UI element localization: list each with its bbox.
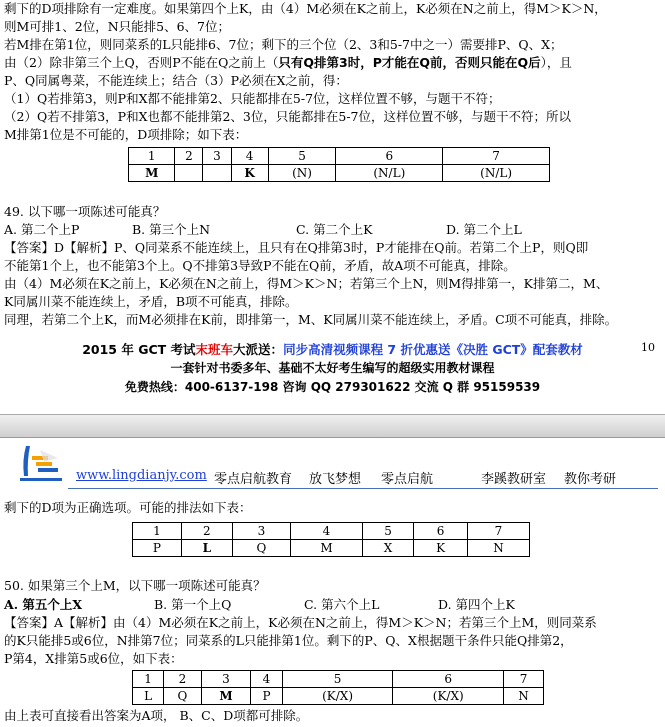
question-49-options xyxy=(4,221,661,239)
table-cell: (N/L) xyxy=(336,165,443,182)
table-row xyxy=(133,688,544,705)
table-cell: L xyxy=(133,688,164,705)
answer-line: K同属川菜不能连续上，矛盾，B项不可能真，排除。 xyxy=(4,294,298,309)
lingdian-logo-icon xyxy=(18,440,64,486)
answer-line: 不能第1个上，也不能第3个上。Q不排第3导致P不能在Q前，矛盾，故A项不可能真，排除。 xyxy=(4,258,516,273)
table-cell: 7 xyxy=(467,523,529,540)
table-cell: 4 xyxy=(291,523,363,540)
option-b: B. 第一个上Q xyxy=(154,597,232,612)
promo-highlight: 末班车 xyxy=(195,342,234,357)
table-cell: K xyxy=(231,165,268,182)
table-cell: P xyxy=(133,540,182,557)
table-cell: 2 xyxy=(175,148,203,165)
option-a: A. 第五个上X xyxy=(4,597,83,612)
table-cell: 7 xyxy=(443,148,550,165)
answer-line: 【答案】A【解析】由（4）M必须在K之前上，K必须在N之前上，得M＞K＞N；若第三个上M，则同菜系 xyxy=(4,615,597,630)
promo-offer: 同步高清视频课程 7 折优惠送《决胜 GCT》配套教材 xyxy=(283,342,583,357)
table-row xyxy=(129,165,550,182)
table-cell: M xyxy=(291,540,363,557)
page-break xyxy=(0,414,665,438)
table-cell: L xyxy=(181,540,232,557)
emphasis-text: 只有Q排第3时，P才能在Q前，否则只能在Q后 xyxy=(278,55,541,70)
answer-line: P第4，X排第5或6位，如下表： xyxy=(4,651,183,666)
text-line: 剩下的D项排除有一定难度。如果第四个上K，由（4）M必须在K之前上，K必须在N之前上，得M＞K＞N， xyxy=(4,1,607,16)
page-number: 10 xyxy=(641,341,655,354)
table-header-row xyxy=(133,523,530,540)
table-cell: Q xyxy=(232,540,290,557)
promo-text: 大派送： xyxy=(233,342,284,357)
table-cell: Q xyxy=(164,688,202,705)
table-cell: 6 xyxy=(336,148,443,165)
table-cell: 1 xyxy=(133,671,164,688)
promo-line-1 xyxy=(0,340,665,358)
answer-line: 同理，若第二个上K，而M必须排在K前，即排第一，M、K同属川菜不能连续上，矛盾。C项不可能真，排除。 xyxy=(4,312,618,327)
conclusion-line: 由上表可直接看出答案为A项， B、C、D项都可排除。 xyxy=(4,708,309,723)
text-line: 剩下的D项为正确选项。可能的排法如下表： xyxy=(4,500,252,515)
text-line: P、Q同属粤菜，不能连续上；结合（3）P必须在X之前，得： xyxy=(4,73,348,88)
table-cell: P xyxy=(251,688,282,705)
table-cell: (N) xyxy=(268,165,336,182)
table-cell: (K/X) xyxy=(282,688,393,705)
table-header-row xyxy=(133,671,544,688)
promo-line-3: 免费热线：400-6137-198 咨询 QQ 279301622 交流 Q 群 95159539 xyxy=(124,380,541,394)
question-49-title: 49. 以下哪一项陈述可能真？ xyxy=(4,204,166,219)
table-cell: M xyxy=(201,688,251,705)
table-cell: 5 xyxy=(268,148,336,165)
text-line: （1）Q若排第3，则P和X都不能排第2、只能都排在5-7位，这样位置不够，与题干不符； xyxy=(4,91,501,106)
table-cell: 5 xyxy=(362,523,413,540)
table-cell: (N/L) xyxy=(443,165,550,182)
site-url-link[interactable]: www.lingdianjy.com xyxy=(76,468,207,483)
text-segment: 由（2）除非第三个上Q，否则P不能在Q之前上（ xyxy=(4,55,279,70)
table-cell: 6 xyxy=(393,671,504,688)
header-item: 零点启航教育 xyxy=(214,472,293,487)
option-c: C. 第二个上K xyxy=(296,222,373,237)
text-line: M排第1位是不可能的，D项排除；如下表： xyxy=(4,127,248,142)
table-cell: 3 xyxy=(201,671,251,688)
header-item: 零点启航 xyxy=(381,472,434,487)
table-cell: K xyxy=(414,540,468,557)
option-d: D. 第四个上K xyxy=(438,597,515,612)
table-cell: 1 xyxy=(129,148,175,165)
promo-line-2: 一套针对书委多年、基础不太好考生编写的超级实用教材课程 xyxy=(170,361,495,375)
text-line: 若M排在第1位，则同菜系的L只能排6、7位；剩下的三个位（2、3和5-7中之一）需要排P、Q、X； xyxy=(4,37,563,52)
table-cell xyxy=(175,165,203,182)
arrangement-table xyxy=(132,522,530,557)
answer-line: 【答案】D【解析】P、Q同菜系不能连续上，且只有在Q排第3时，P才能排在Q前。若第二个上P，则Q即 xyxy=(4,240,589,255)
table-header-row xyxy=(129,148,550,165)
table-cell: 6 xyxy=(414,523,468,540)
arrangement-table xyxy=(132,670,544,705)
text-line: 则M可排1、2位，N只能排5、6、7位； xyxy=(4,19,231,34)
promo-text: 2015 年 GCT 考试 xyxy=(82,342,196,357)
option-b: B. 第三个上N xyxy=(132,222,211,237)
arrangement-table xyxy=(128,147,550,182)
table-cell: 4 xyxy=(231,148,268,165)
question-50-options xyxy=(4,596,661,614)
table-cell: 7 xyxy=(504,671,544,688)
header-item: 李蹊教研室 xyxy=(481,472,547,487)
text-line xyxy=(4,54,661,72)
table-cell: 3 xyxy=(203,148,231,165)
table-row xyxy=(133,540,530,557)
table-cell: N xyxy=(504,688,544,705)
table-cell: 3 xyxy=(232,523,290,540)
table-cell: 5 xyxy=(282,671,393,688)
table-cell: M xyxy=(129,165,175,182)
table-cell: N xyxy=(467,540,529,557)
option-d: D. 第二个上L xyxy=(446,222,522,237)
text-segment: ），且 xyxy=(540,55,572,70)
answer-line: 的K只能排5或6位，N排第7位；同菜系的L只能排第1位。剩下的P、Q、X根据题干条件只能Q排第2， xyxy=(4,633,573,648)
answer-line: 由（4）M必须在K之前上，K必须在N之前上，得M＞K＞N；若第三个上N，则M得排第一，K排第二，M、 xyxy=(4,276,609,291)
table-cell: 2 xyxy=(181,523,232,540)
table-cell xyxy=(203,165,231,182)
table-cell: X xyxy=(362,540,413,557)
header-divider xyxy=(68,488,658,489)
header-item: 教你考研 xyxy=(564,472,617,487)
table-cell: 1 xyxy=(133,523,182,540)
table-cell: 2 xyxy=(164,671,202,688)
option-c: C. 第六个上L xyxy=(304,597,380,612)
question-50-title: 50. 如果第三个上M，以下哪一项陈述可能真？ xyxy=(4,578,266,593)
text-line: （2）Q若不排第3，P和X也都不能排第2、3位，只能都排在5-7位，这样位置不够，与题干不符；所以 xyxy=(4,109,572,124)
header-item: 放飞梦想 xyxy=(309,472,362,487)
option-a: A. 第二个上P xyxy=(4,222,80,237)
table-cell: 4 xyxy=(251,671,282,688)
table-cell: (K/X) xyxy=(393,688,504,705)
